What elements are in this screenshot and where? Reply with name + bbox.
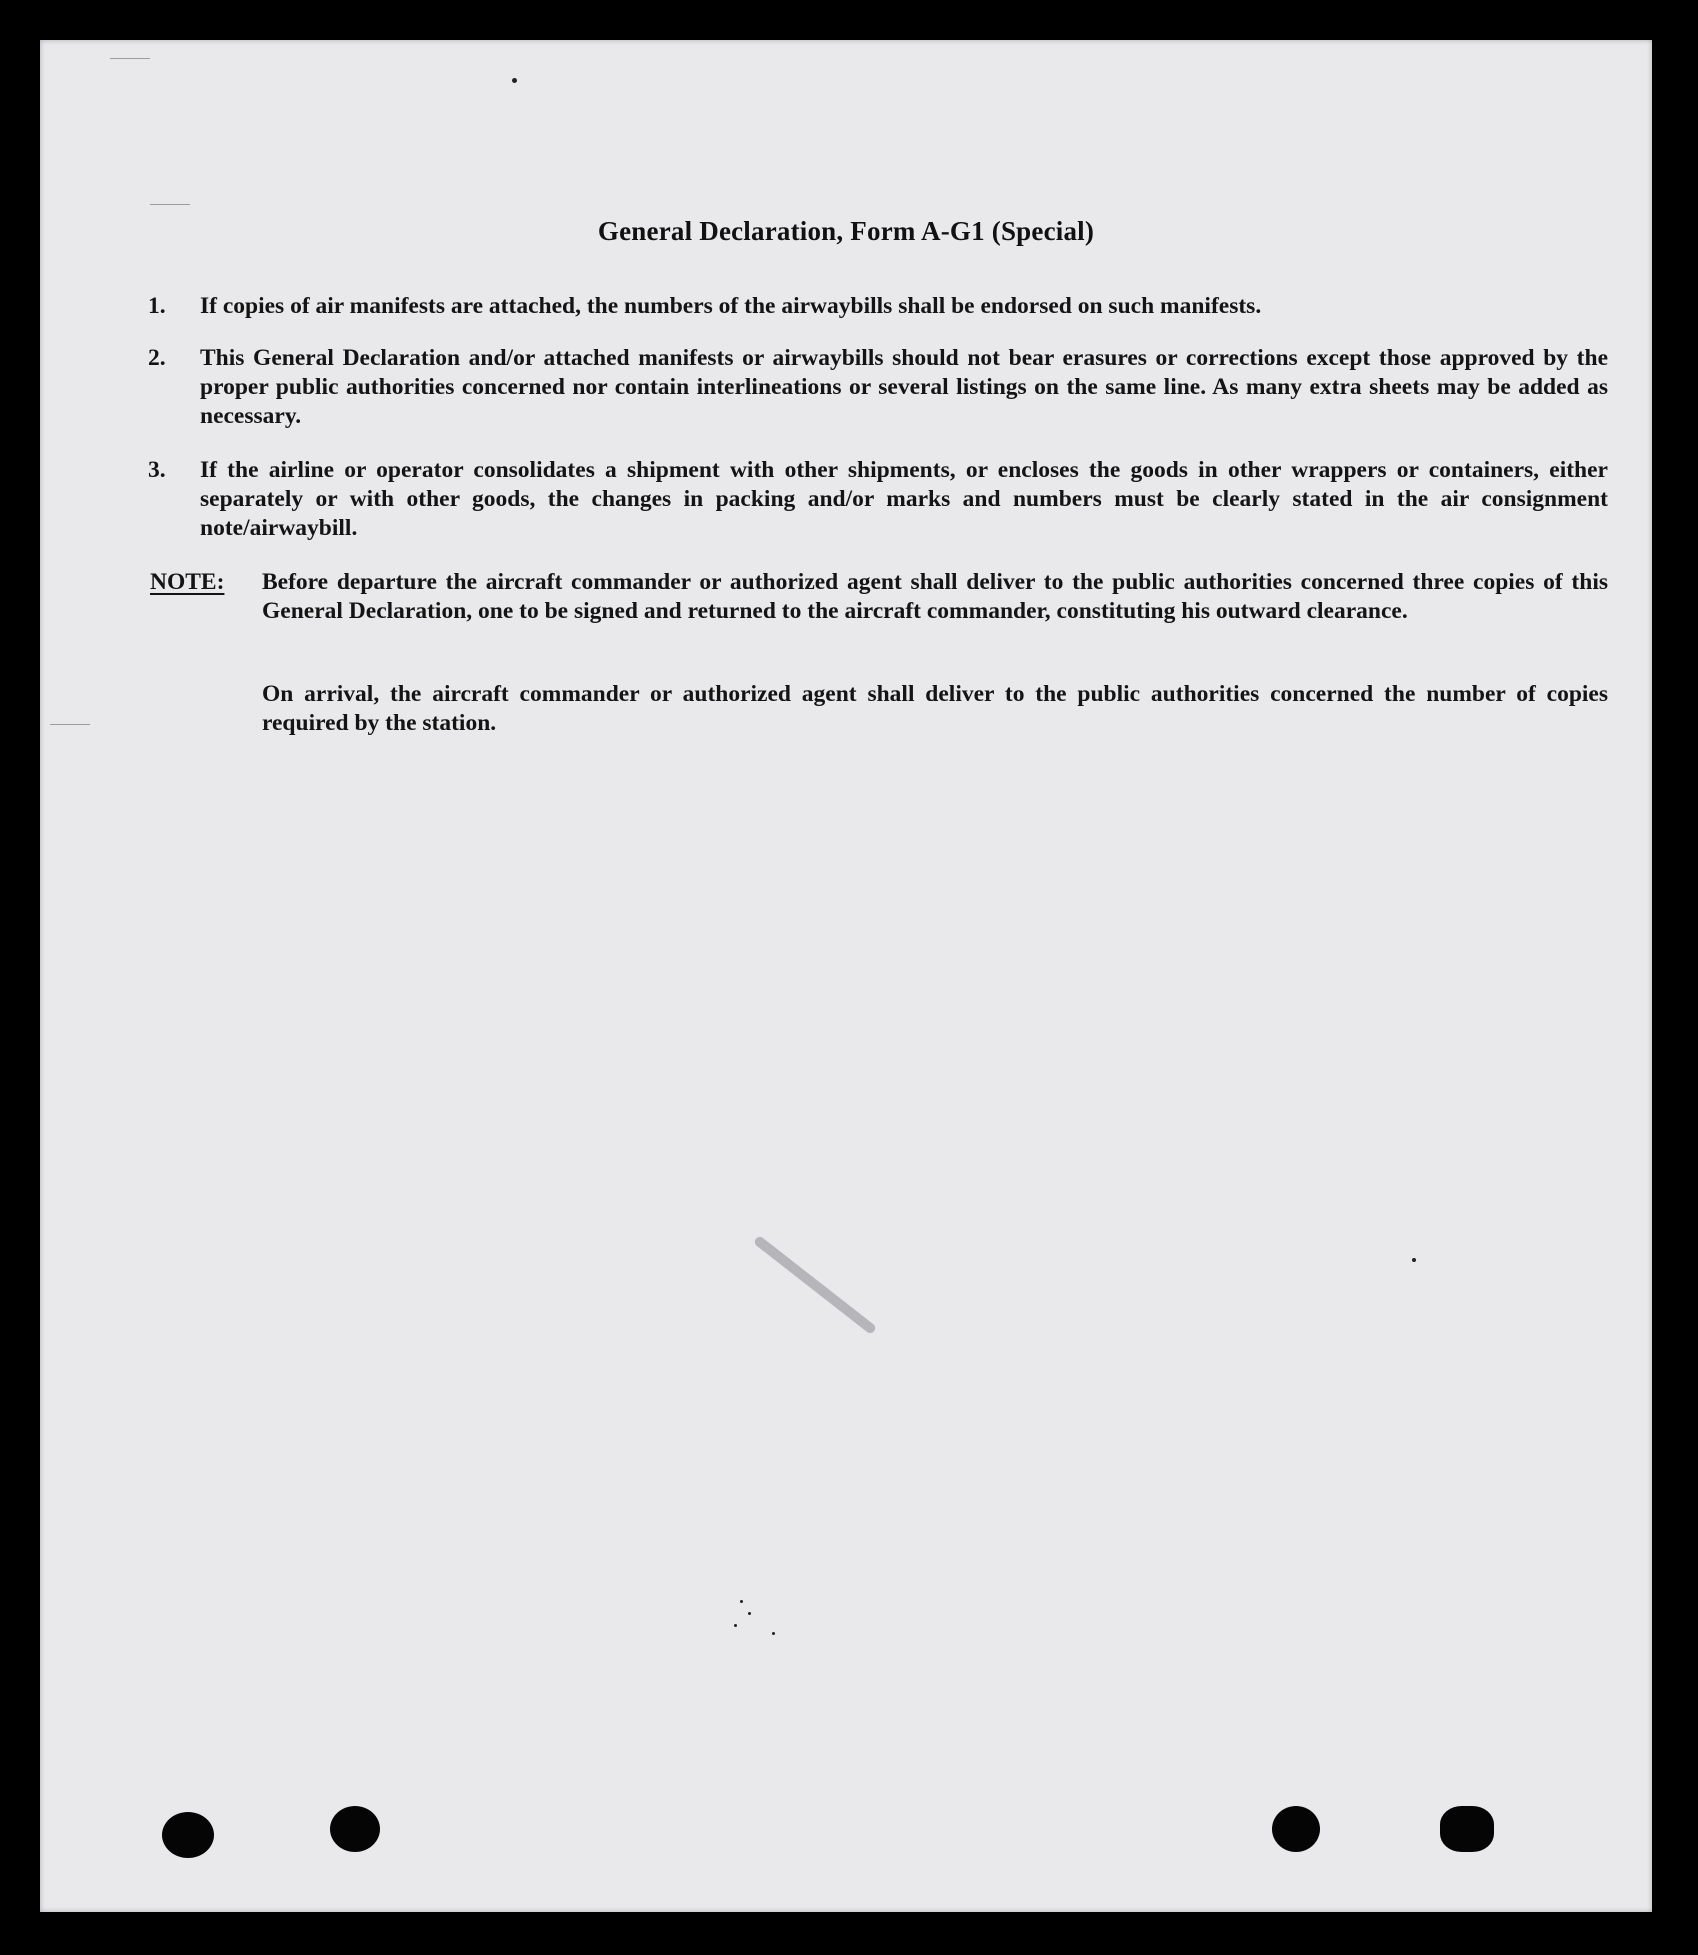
item-text: This General Declaration and/or attached manifests or airwaybills should not bear erasures or corrections except those approved by the proper public authorities concerned nor contain interlineations or several listings on the same line. As many extra sheets may be added as necessary. [200, 345, 1608, 429]
scan-speck [772, 1632, 775, 1635]
scan-mark [150, 204, 190, 205]
scan-speck [740, 1600, 743, 1603]
punch-hole [1440, 1806, 1494, 1852]
scan-mark [50, 724, 90, 725]
document-page [40, 40, 1652, 1912]
punch-hole [330, 1806, 380, 1852]
item-text: If the airline or operator consolidates a shipment with other shipments, or encloses the goods in other wrappers or containers, either separately or with other goods, the changes in packing and/or marks and numbers must be clearly stated in the air consignment note/airwaybill. [200, 457, 1608, 541]
item-number: 3. [148, 457, 166, 483]
list-item-2 [148, 344, 1608, 431]
item-text: If copies of air manifests are attached, the numbers of the airwaybills shall be endorsed on such manifests. [200, 293, 1262, 319]
scan-mark [110, 58, 150, 59]
scan-speck [748, 1612, 751, 1615]
item-number: 2. [148, 345, 166, 371]
item-number: 1. [148, 293, 166, 319]
note-paragraph-1: Before departure the aircraft commander or authorized agent shall deliver to the public authorities concerned three copies of this General Declaration, one to be signed and returned to the aircraft commander, constituting his outward clearance. [262, 569, 1608, 624]
list-item-1 [148, 292, 1608, 321]
document-title: General Declaration, Form A-G1 (Special) [597, 216, 1095, 246]
punch-hole [1272, 1806, 1320, 1852]
scan-speck [734, 1624, 737, 1627]
note-paragraph-2: On arrival, the aircraft commander or authorized agent shall deliver to the public authorities concerned the number of copies required by the station. [262, 681, 1608, 736]
scan-smudge [753, 1235, 877, 1335]
scan-speck [512, 78, 517, 83]
list-item-3 [148, 456, 1608, 543]
scan-speck [1412, 1258, 1416, 1262]
note-label: NOTE: [150, 569, 225, 595]
punch-hole [162, 1812, 214, 1858]
